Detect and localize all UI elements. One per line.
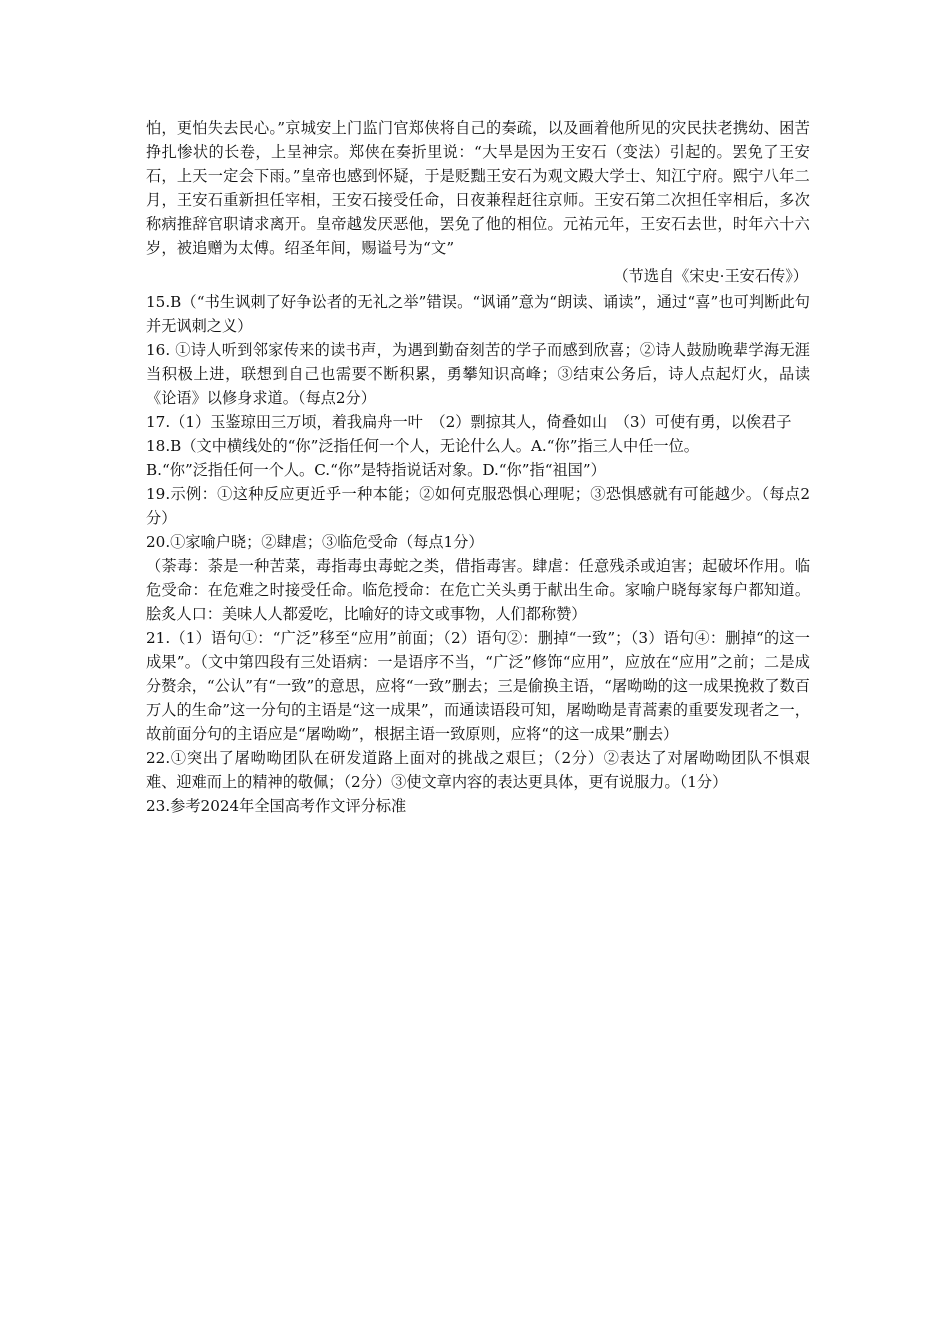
answer-19: 19.示例：①这种反应更近乎一种本能；②如何克服恐惧心理呢；③恐惧感就有可能越少。（每点2分） [146, 485, 810, 527]
translation-paragraph: 怕，更怕失去民心。”京城安上门监门官郑侠将自己的奏疏，以及画着他所见的灾民扶老携幼、困苦挣扎惨状的长卷，上呈神宗。郑侠在奏折里说：“大旱是因为王安石（变法）引起的。罢免了王安石，上天一定会下雨。”皇帝也感到怀疑，于是贬黜王安石为观文殿大学士、知江宁府。熙宁八年二月，王安石重新担任宰相，王安石接受任命，日夜兼程赶往京师。王安石第二次担任宰相后，多次称病推辞官职请求离开。皇帝越发厌恶他，罢免了他的相位。元祐元年，王安石去世，时年六十六岁，被追赠为太傅。绍圣年间，赐谥号为“文” [146, 119, 810, 257]
answer-key [146, 290, 810, 818]
answer-18-line2: B.“你”泛指任何一个人。C.“你”是特指说话对象。D.“你”指“祖国”） [146, 461, 606, 479]
answer-21: 21.（1）语句①：“广泛”移至“应用”前面；（2）语句②：删掉“一致”；（3）语句④：删掉“的这一成果”。（文中第四段有三处语病：一是语序不当，“广泛”修饰“应用”，应放在“应用”之前；二是成分赘余，“公认”有“一致”的意思，应将“一致”删去；三是偷换主语，“屠呦呦的这一成果挽救了数百万人的生命”这一分句的主语是“这一成果”，而通读语段可知，屠呦呦是青蒿素的重要发现者之一，故前面分句的主语应是“屠呦呦”，根据主语一致原则，应将“的这一成果”删去） [146, 629, 810, 743]
source-citation: （节选自《宋史·王安石传》） [613, 267, 808, 285]
answer-15: 15.B（“书生讽刺了好争讼者的无礼之举”错误。“讽诵”意为“朗读、诵读”，通过“喜”也可判断此句并无讽刺之义） [146, 293, 810, 335]
answer-18-line1: 18.B（文中横线处的“你”泛指任何一个人，无论什么人。A.“你”指三人中任一位。 [146, 437, 699, 455]
translation-section [146, 116, 810, 260]
answer-16: 16. ①诗人听到邻家传来的读书声，为遇到勤奋刻苦的学子而感到欣喜；②诗人鼓励晚辈学海无涯当积极上进，联想到自己也需要不断积累，勇攀知识高峰；③结束公务后，诗人点起灯火，品读《论语》以修身求道。（每点2分） [146, 341, 810, 407]
answer-20: 20.①家喻户晓；②肆虐；③临危受命（每点1分） [146, 533, 484, 551]
answer-23: 23.参考2024年全国高考作文评分标准 [146, 797, 407, 815]
answer-20-explanation: （荼毒：荼是一种苦菜，毒指毒虫毒蛇之类，借指毒害。肆虐：任意残杀或迫害；起破坏作用。临危受命：在危难之时接受任命。临危授命：在危亡关头勇于献出生命。家喻户晓每家每户都知道。脍炙人口：美味人人都爱吃，比喻好的诗文或事物，人们都称赞） [146, 557, 810, 623]
answer-17: 17.（1）玉鉴琼田三万顷，着我扁舟一叶 （2）剽掠其人，倚叠如山 （3）可使有勇，以俟君子 [146, 413, 792, 431]
answer-22: 22.①突出了屠呦呦团队在研发道路上面对的挑战之艰巨；（2分）②表达了对屠呦呦团队不惧艰难、迎难而上的精神的敬佩；（2分）③使文章内容的表达更具体，更有说服力。（1分） [146, 749, 810, 791]
document-page [146, 116, 810, 818]
